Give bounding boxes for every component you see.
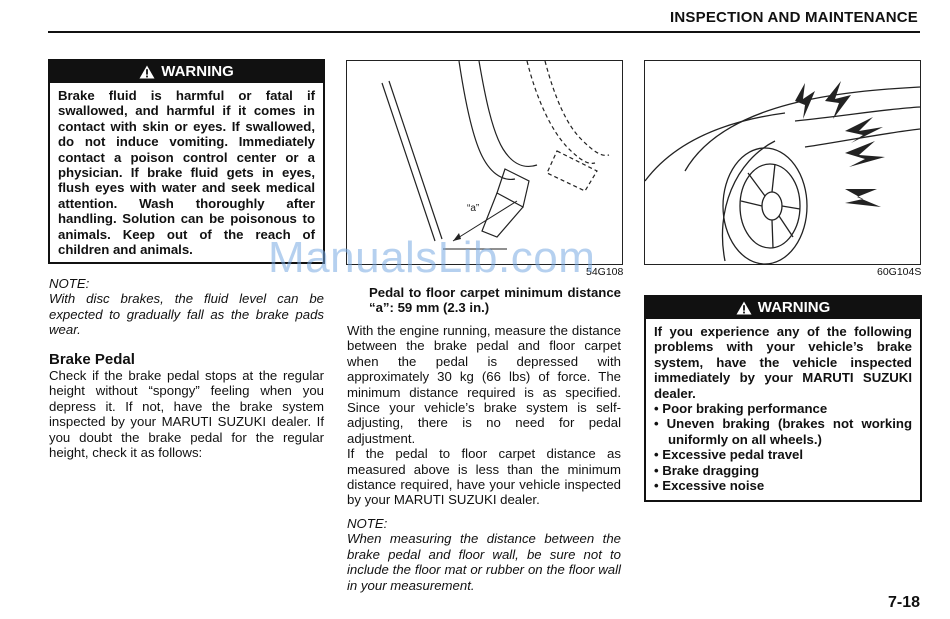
warning-label: WARNING (161, 63, 234, 80)
paragraph-measure: With the engine running, measure the distance between the brake pedal and floor carpet when the pedal is depressed with approximately 30 kg (66 lbs) of force. The minimum distance required is as specified. Since your vehicle’s brake system is self-adjusting, there is no need for pedal adjustment. (347, 323, 621, 446)
note-text: With disc brakes, the fluid level can be expected to gradually fall as the brake pads wear. (49, 291, 324, 338)
watermark: ManualsLib.com (268, 233, 596, 282)
section-heading-brake-pedal: Brake Pedal (49, 350, 135, 368)
list-item: • Excessive pedal travel (654, 447, 912, 462)
warning-intro: If you experience any of the following problems with your vehicle’s brake system, have the vehicle inspected immediately by your MARUTI SUZUKI dealer. (654, 324, 912, 401)
car-wheel-illustration (645, 61, 920, 264)
header-divider (48, 31, 920, 33)
figure-code-2: 60G104S (877, 266, 922, 278)
paragraph-dealer: If the pedal to floor carpet distance as measured above is less than the minimum distance required, have your vehicle inspected by your MARUTI SUZUKI dealer. (347, 446, 621, 508)
figure-caption: Pedal to floor carpet minimum distance “a”: 59 mm (2.3 in.) (369, 285, 621, 316)
warning-box-brake-problems (644, 295, 922, 502)
middle-column-text (347, 323, 621, 593)
list-item: • Brake dragging (654, 463, 912, 478)
warning-triangle-icon (736, 301, 752, 315)
figure-code-1: 54G108 (586, 266, 624, 278)
warning-text (646, 319, 920, 498)
list-item: • Excessive noise (654, 478, 912, 493)
page-header-title: INSPECTION AND MAINTENANCE (670, 9, 918, 26)
note-text: When measuring the distance between the brake pedal and floor wall, be sure not to include the floor mat or rubber on the floor wall in your measurement. (347, 531, 621, 593)
figure-wheel-noise (644, 60, 921, 265)
warning-header (50, 61, 323, 83)
figure-label-a: “a” (467, 203, 480, 214)
left-column-text (49, 276, 324, 460)
warning-label: WARNING (757, 299, 831, 316)
note-label: NOTE: (347, 515, 388, 531)
problem-list (654, 401, 912, 493)
list-item: • Poor braking performance (654, 401, 912, 416)
page-number: 7-18 (887, 594, 920, 611)
warning-text: Brake fluid is harmful or fatal if swallowed, and harmful if it comes in contact with skin or eyes. If swallowed, do not induce vomiting. Immediately contact a poison control center or a physician. If brake fluid gets in eyes, flush eyes with water and seek medical attention. Wash thoroughly after handling. Solution can be poisonous to animals. Keep out of the reach of children and animals. (58, 88, 315, 258)
warning-triangle-icon (139, 65, 155, 79)
list-item: • Uneven braking (brakes not working uniformly on all wheels.) (654, 416, 912, 447)
brake-pedal-paragraph: Check if the brake pedal stops at the regular height without “spongy” feeling when you depress it. If not, have the brake system inspected by your MARUTI SUZUKI dealer. If you doubt the brake pedal for the regular height, check it as follows: (49, 368, 324, 461)
warning-header (646, 297, 920, 319)
note-label: NOTE: (49, 276, 90, 291)
